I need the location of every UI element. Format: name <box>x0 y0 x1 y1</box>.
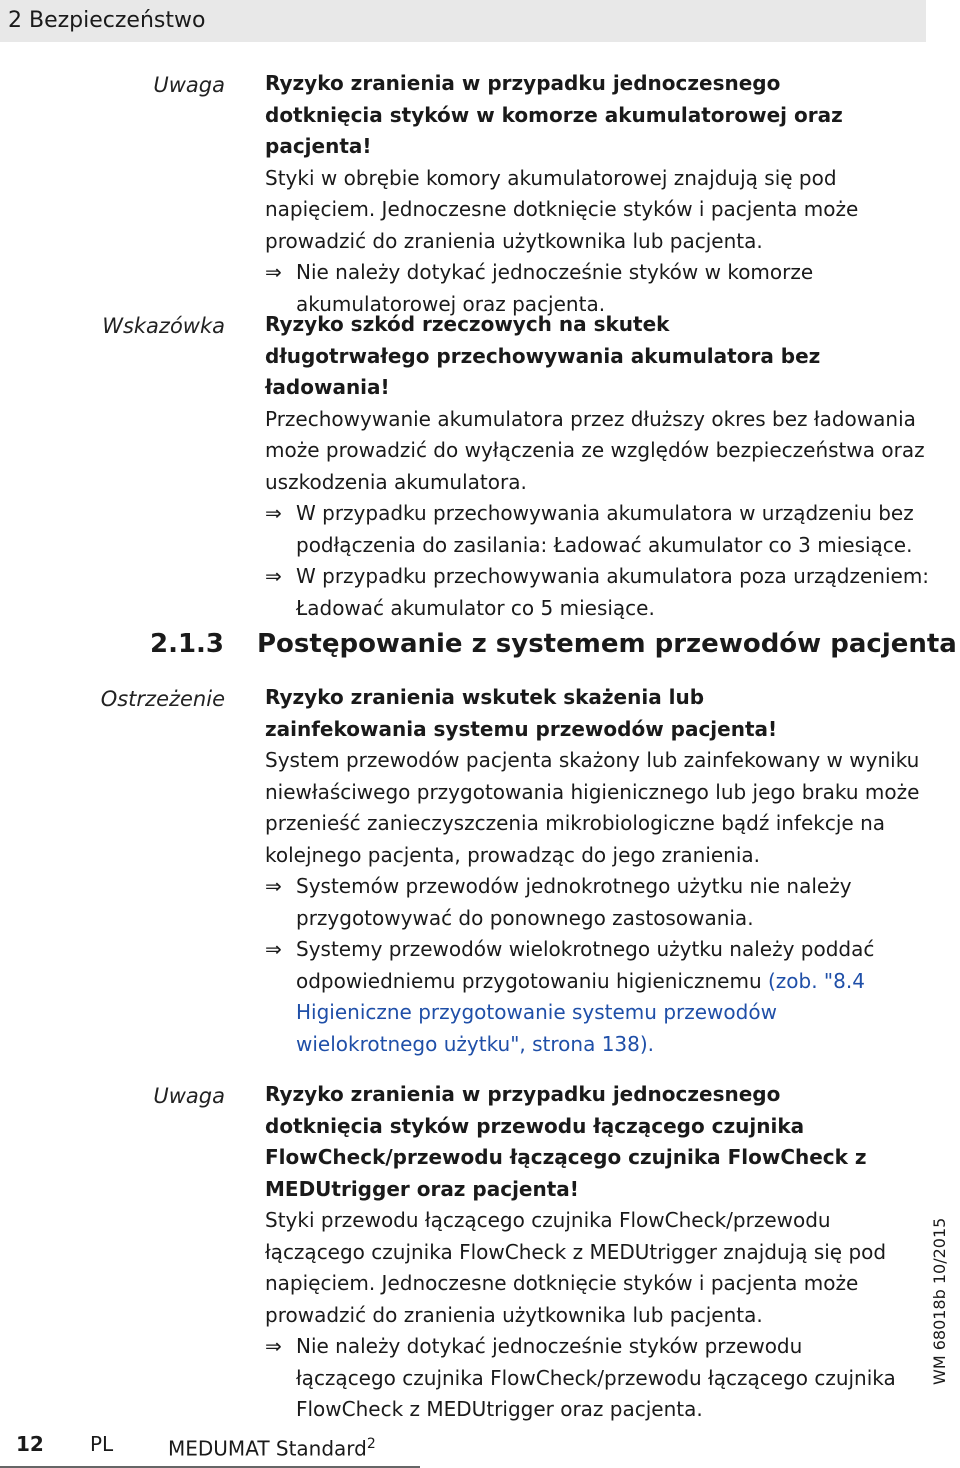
product-name-text: MEDUMAT Standard <box>168 1436 367 1461</box>
document-code: WM 68018b 10/2015 <box>930 1217 949 1385</box>
instruction-step <box>265 1331 905 1426</box>
step-text: W przypadku przechowywania akumulatora poza urządzeniem: Ładować akumulator co 5 miesiące. <box>296 564 930 620</box>
header-bar <box>0 0 926 42</box>
step-text: Systemy przewodów wielokrotnego użytku należy poddać odpowiedniemu przygotowaniu higienicznemu <box>296 937 875 993</box>
notice-content <box>265 682 930 1060</box>
instruction-step <box>265 561 930 624</box>
notice-heading: Ryzyko zranienia w przypadku jednoczesnego dotknięcia styków w komorze akumulatorowej oraz pacjenta! <box>265 71 843 158</box>
notice-content <box>265 1079 905 1426</box>
notice-label: Uwaga <box>153 73 225 97</box>
instruction-step <box>265 871 930 934</box>
step-text: Nie należy dotykać jednocześnie styków w komorze akumulatorowej oraz pacjenta. <box>296 260 814 316</box>
section-title: Postępowanie z systemem przewodów pacjenta <box>257 629 957 659</box>
notice-content <box>265 68 880 320</box>
step-text: Systemów przewodów jednokrotnego użytku nie należy przygotowywać do ponownego zastosowania. <box>296 874 852 930</box>
arrow-right-icon: ⇒ <box>265 937 282 961</box>
instruction-step <box>265 934 896 1060</box>
notice-label: Ostrzeżenie <box>100 687 225 711</box>
instruction-step <box>265 498 930 561</box>
arrow-right-icon: ⇒ <box>265 501 282 525</box>
product-name <box>168 1430 376 1463</box>
section-number: 2.1.3 <box>150 629 225 659</box>
step-text: Nie należy dotykać jednocześnie styków przewodu łączącego czujnika FlowCheck/przewodu łączącego czujnika FlowCheck z MEDUtrigger oraz pacjenta. <box>296 1334 896 1421</box>
arrow-right-icon: ⇒ <box>265 1334 282 1358</box>
notice-body: Styki przewodu łączącego czujnika FlowCheck/przewodu łączącego czujnika FlowCheck z MEDUtrigger znajdują się pod napięciem. Jednoczesne dotknięcie styków i pacjenta może prowadzić do zranienia użytkownika lub pacjenta. <box>265 1208 887 1327</box>
page-number: 12 <box>16 1432 44 1456</box>
notice-body: Przechowywanie akumulatora przez dłuższy okres bez ładowania może prowadzić do wyłączenia ze względów bezpieczeństwa oraz uszkodzenia akumulatora. <box>265 406 925 494</box>
product-superscript: 2 <box>366 1436 376 1452</box>
notice-heading: Ryzyko zranienia wskutek skażenia lub zainfekowania systemu przewodów pacjenta! <box>265 685 778 741</box>
notice-body: System przewodów pacjenta skażony lub zainfekowany w wyniku niewłaściwego przygotowania higienicznego lub jego braku może przenieść zanieczyszczenia mikrobiologiczne bądź infekcje na kolejnego pacjenta, prowadząc do jego zranienia. <box>265 748 920 867</box>
notice-content <box>265 309 930 624</box>
notice-heading: Ryzyko szkód rzeczowych na skutek długotrwałego przechowywania akumulatora bez ładowania! <box>265 312 821 399</box>
step-text: W przypadku przechowywania akumulatora w urządzeniu bez podłączenia do zasilania: Ładować akumulator co 3 miesiące. <box>296 501 914 557</box>
language-code: PL <box>90 1432 114 1456</box>
chapter-title: 2 Bezpieczeństwo <box>8 8 206 33</box>
arrow-right-icon: ⇒ <box>265 874 282 898</box>
notice-heading: Ryzyko zranienia w przypadku jednoczesnego dotknięcia styków przewodu łączącego czujnika FlowCheck/przewodu łączącego czujnika FlowCheck z MEDUtrigger oraz pacjenta! <box>265 1082 867 1201</box>
arrow-right-icon: ⇒ <box>265 564 282 588</box>
cross-reference-link[interactable]: (zob. "8.4 Higieniczne przygotowanie systemu przewodów wielokrotnego użytku", strona 138). <box>296 968 865 1056</box>
notice-body: Styki w obrębie komory akumulatorowej znajdują się pod napięciem. Jednoczesne dotknięcie styków i pacjenta może prowadzić do zranienia użytkownika lub pacjenta. <box>265 165 859 253</box>
arrow-right-icon: ⇒ <box>265 260 282 284</box>
notice-label: Uwaga <box>153 1084 225 1108</box>
notice-label: Wskazówka <box>102 314 225 338</box>
